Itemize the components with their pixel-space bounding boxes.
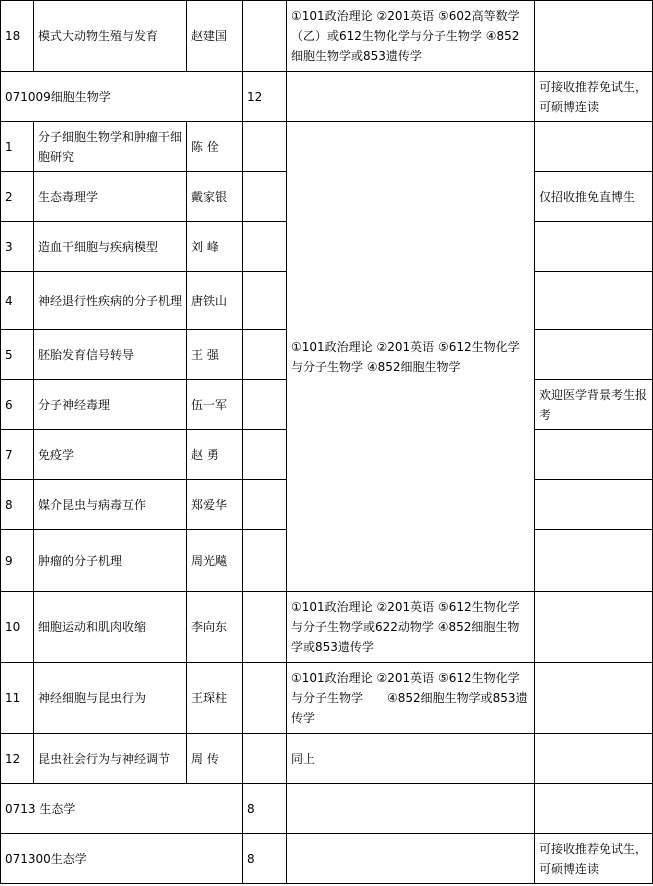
research-direction: 胚胎发育信号转导 <box>34 330 187 380</box>
tutor-name: 王琛柱 <box>187 663 243 734</box>
exam-subjects <box>287 784 535 834</box>
exam-subjects-merged: ①101政治理论 ②201英语 ⑤612生物化学与分子生物学 ④852细胞生物学 <box>287 122 535 592</box>
row-number: 5 <box>1 330 34 380</box>
research-direction: 免疫学 <box>34 430 187 480</box>
table-row <box>1 122 653 172</box>
table-row <box>1 663 653 734</box>
table-row <box>1 1 653 72</box>
research-direction: 模式大动物生殖与发育 <box>34 1 187 72</box>
enrollment-count <box>243 530 287 592</box>
research-direction: 神经退行性疾病的分子机理 <box>34 272 187 330</box>
row-number: 10 <box>1 592 34 663</box>
table-row <box>1 592 653 663</box>
enrollment-count: 8 <box>243 834 287 884</box>
enrollment-count <box>243 222 287 272</box>
enrollment-count <box>243 122 287 172</box>
enrollment-count <box>243 663 287 734</box>
major-row <box>1 72 653 122</box>
row-number: 18 <box>1 1 34 72</box>
remark <box>535 784 653 834</box>
major-name: 071009细胞生物学 <box>1 72 243 122</box>
row-number: 9 <box>1 530 34 592</box>
row-number: 3 <box>1 222 34 272</box>
remark <box>535 592 653 663</box>
enrollment-count <box>243 592 287 663</box>
row-number: 6 <box>1 380 34 430</box>
row-number: 1 <box>1 122 34 172</box>
exam-subjects: ①101政治理论 ②201英语 ⑤612生物化学与分子生物学 ④852细胞生物学或853遗传学 <box>287 663 535 734</box>
research-direction: 昆虫社会行为与神经调节 <box>34 734 187 784</box>
enrollment-count <box>243 330 287 380</box>
row-number: 7 <box>1 430 34 480</box>
tutor-name: 王 强 <box>187 330 243 380</box>
remark <box>535 1 653 72</box>
enrollment-count <box>243 430 287 480</box>
research-direction: 生态毒理学 <box>34 172 187 222</box>
remark <box>535 122 653 172</box>
row-number: 8 <box>1 480 34 530</box>
discipline-row <box>1 784 653 834</box>
row-number: 11 <box>1 663 34 734</box>
enrollment-count <box>243 380 287 430</box>
exam-subjects: ①101政治理论 ②201英语 ⑤612生物化学与分子生物学或622动物学 ④852细胞生物学或853遗传学 <box>287 592 535 663</box>
table-row <box>1 734 653 784</box>
tutor-name: 伍一军 <box>187 380 243 430</box>
enrollment-count: 8 <box>243 784 287 834</box>
remark <box>535 734 653 784</box>
row-number: 4 <box>1 272 34 330</box>
enrollment-count <box>243 1 287 72</box>
research-direction: 肿瘤的分子机理 <box>34 530 187 592</box>
exam-subjects: 同上 <box>287 734 535 784</box>
enrollment-count <box>243 480 287 530</box>
remark <box>535 330 653 380</box>
row-number: 12 <box>1 734 34 784</box>
remark <box>535 222 653 272</box>
major-name: 071300生态学 <box>1 834 243 884</box>
research-direction: 造血干细胞与疾病模型 <box>34 222 187 272</box>
remark <box>535 480 653 530</box>
exam-subjects <box>287 72 535 122</box>
remark <box>535 530 653 592</box>
remark <box>535 663 653 734</box>
tutor-name: 刘 峰 <box>187 222 243 272</box>
exam-subjects <box>287 834 535 884</box>
enrollment-count <box>243 734 287 784</box>
tutor-name: 李向东 <box>187 592 243 663</box>
tutor-name: 戴家银 <box>187 172 243 222</box>
research-direction: 细胞运动和肌肉收缩 <box>34 592 187 663</box>
discipline-name: 0713 生态学 <box>1 784 243 834</box>
row-number: 2 <box>1 172 34 222</box>
tutor-name: 郑爱华 <box>187 480 243 530</box>
remark <box>535 272 653 330</box>
tutor-name: 唐铁山 <box>187 272 243 330</box>
tutor-name: 陈 佺 <box>187 122 243 172</box>
research-direction: 分子细胞生物学和肿瘤干细胞研究 <box>34 122 187 172</box>
research-direction: 媒介昆虫与病毒互作 <box>34 480 187 530</box>
remark: 可接收推荐免试生，可硕博连读 <box>535 834 653 884</box>
enrollment-count: 12 <box>243 72 287 122</box>
tutor-name: 赵 勇 <box>187 430 243 480</box>
remark: 仅招收推免直博生 <box>535 172 653 222</box>
research-direction: 神经细胞与昆虫行为 <box>34 663 187 734</box>
tutor-name: 周 传 <box>187 734 243 784</box>
research-direction: 分子神经毒理 <box>34 380 187 430</box>
remark: 欢迎医学背景考生报考 <box>535 380 653 430</box>
exam-subjects: ①101政治理论 ②201英语 ⑤602高等数学（乙）或612生物化学与分子生物学 ④852细胞生物学或853遗传学 <box>287 1 535 72</box>
major-row <box>1 834 653 884</box>
enrollment-count <box>243 272 287 330</box>
remark: 可接收推荐免试生，可硕博连读 <box>535 72 653 122</box>
remark <box>535 430 653 480</box>
enrollment-count <box>243 172 287 222</box>
tutor-name: 周光飚 <box>187 530 243 592</box>
tutor-name: 赵建国 <box>187 1 243 72</box>
